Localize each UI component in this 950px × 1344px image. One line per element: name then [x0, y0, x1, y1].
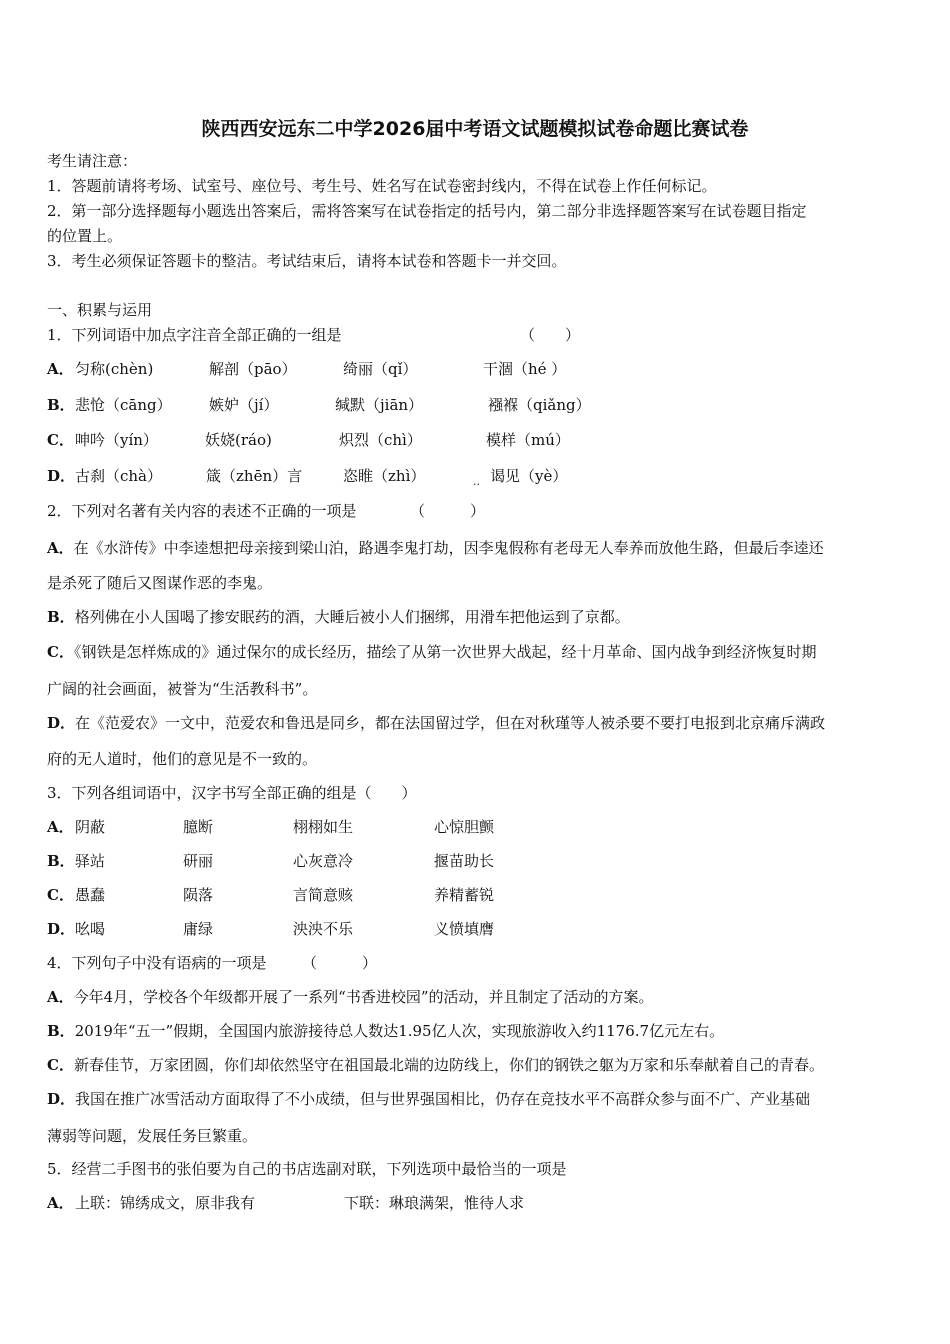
option-cell: 匀称(chèn): [75, 360, 154, 378]
option-text: 《钢铁是怎样炼成的》通过保尔的成长经历，描绘了从第一次世界大战起，经十月革命、国内战争到经济恢复时期: [73, 643, 817, 661]
answer-paren: （ ）: [302, 954, 378, 972]
option-text: 是杀死了随后又图谋作恶的李鬼。: [47, 574, 273, 592]
option-text: 2019年“五一”假期，全国国内旅游接待总人数达1.95亿人次，实现旅游收入约1176.7亿元左右。: [74, 1022, 725, 1040]
option-cell: 恣睢（zhì）: [343, 467, 426, 485]
question-5-stem: 5．经营二手图书的张伯要为自己的书店选副对联，下列选项中最恰当的一项是: [47, 1160, 567, 1178]
option-cell: 谒见（yè）: [490, 467, 568, 485]
option-cell: 干涸（hé ）: [483, 360, 567, 378]
option-text: 我国在推广冰雪活动方面取得了不小成绩，但与世界强国相比，仍存在竞技水平不高群众参与面不广、产业基础: [75, 1090, 811, 1108]
emphasis-dots: ··: [473, 478, 480, 491]
option-cell: 心灰意冷: [293, 852, 354, 870]
option-label: D．: [47, 920, 76, 938]
answer-paren: （ ）: [520, 326, 581, 344]
option-label: C．: [47, 431, 74, 449]
option-label: B．: [47, 396, 75, 414]
option-cell: 箴（zhēn）言: [206, 467, 303, 485]
option-label: A．: [47, 818, 74, 836]
couplet-upper: 上联：锦绣成文，原非我有: [75, 1194, 256, 1212]
option-cell: 古刹（chà）: [75, 467, 163, 485]
option-label: D．: [47, 714, 76, 732]
q4-option-b: [47, 1021, 724, 1041]
option-cell: 呻吟（yín）: [75, 431, 158, 449]
q2-option-a: [47, 538, 824, 558]
option-cell: 炽烈（chì）: [339, 431, 422, 449]
page-title: 陕西西安远东二中学2026届中考语文试题模拟试卷命题比赛试卷: [201, 118, 749, 140]
option-cell: 揠苗助长: [434, 852, 495, 870]
option-cell: 妖娆(ráo): [205, 431, 272, 449]
option-label: A．: [47, 539, 74, 557]
option-text: 新春佳节，万家团圆，你们却依然坚守在祖国最北端的边防线上，你们的钢铁之躯为万家和乐奉献着自己的青春。: [73, 1056, 824, 1074]
option-cell: 襁褓（qiǎng）: [488, 396, 591, 414]
notice-item: 的位置上。: [47, 227, 123, 245]
notice-item: 2．第一部分选择题每小题选出答案后，需将答案写在试卷指定的括号内，第二部分非选择题答案写在试卷题目指定: [47, 202, 807, 220]
option-cell: 研丽: [183, 852, 214, 870]
option-cell: 缄默（jiān）: [335, 396, 424, 414]
question-2-stem: 2．下列对名著有关内容的表述不正确的一项是: [47, 502, 357, 520]
option-cell: 言简意赅: [293, 886, 354, 904]
q4-option-d: [47, 1089, 810, 1109]
q4-option-a: [47, 987, 654, 1007]
question-3-stem: 3．下列各组词语中，汉字书写全部正确的组是（ ）: [47, 784, 417, 802]
option-label: D．: [47, 1090, 76, 1108]
option-label: C．: [47, 1056, 74, 1074]
q2-option-d-cont: [47, 749, 317, 769]
option-cell: 绮丽（qǐ）: [343, 360, 418, 378]
answer-paren: （ ）: [410, 502, 486, 520]
option-cell: 悲怆（cāng）: [75, 396, 172, 414]
option-label: B．: [47, 1022, 75, 1040]
q2-option-c: [47, 642, 816, 662]
q2-option-b: [47, 607, 630, 627]
option-text: 在《水浒传》中李逵想把母亲接到梁山泊，路遇李鬼打劫，因李鬼假称有老母无人奉养而放他生路，但最后李逵还: [73, 539, 824, 557]
section-heading: 一、积累与运用: [47, 301, 153, 319]
option-cell: 陨落: [183, 886, 214, 904]
option-label: C．: [47, 643, 74, 661]
option-cell: 驿站: [75, 852, 106, 870]
option-cell: 栩栩如生: [293, 818, 354, 836]
option-label: B．: [47, 852, 75, 870]
option-label: B．: [47, 608, 75, 626]
option-text: 在《范爱农》一文中，范爱农和鲁迅是同乡，都在法国留过学，但在对秋瑾等人被杀要不要打电报到北京痛斥满政: [75, 714, 826, 732]
option-label: A．: [47, 360, 74, 378]
option-label: C．: [47, 886, 74, 904]
option-cell: 模样（mú）: [486, 431, 570, 449]
option-cell: 愚蠢: [75, 886, 106, 904]
option-cell: 解剖（pāo）: [209, 360, 297, 378]
notice-item: 3．考生必须保证答题卡的整洁。考试结束后，请将本试卷和答题卡一并交回。: [47, 252, 567, 270]
notice-item: 1．答题前请将考场、试室号、座位号、考生号、姓名写在试卷密封线内，不得在试卷上作任何标记。: [47, 177, 717, 195]
option-cell: 心惊胆颤: [434, 818, 495, 836]
q4-option-c: [47, 1055, 824, 1075]
q2-option-c-cont: [47, 679, 317, 699]
option-cell: 庸绿: [183, 920, 214, 938]
option-cell: 义愤填膺: [434, 920, 495, 938]
option-cell: 臆断: [183, 818, 214, 836]
q2-option-a-cont: [47, 573, 272, 593]
question-4-stem: 4．下列句子中没有语病的一项是: [47, 954, 267, 972]
option-cell: 泱泱不乐: [293, 920, 354, 938]
option-text: 广阔的社会画面，被誉为“生活教科书”。: [47, 680, 318, 698]
option-cell: 阴蔽: [75, 818, 106, 836]
notice-heading: 考生请注意：: [47, 152, 138, 170]
couplet-lower: 下联：琳琅满架，惟待人求: [344, 1194, 525, 1212]
option-text: 格列佛在小人国喝了掺安眠药的酒，大睡后被小人们捆绑，用滑车把他运到了京都。: [74, 608, 630, 626]
option-label: A．: [47, 1194, 74, 1212]
option-cell: 吆喝: [75, 920, 106, 938]
option-cell: 嫉妒（jí）: [209, 396, 279, 414]
option-text: 薄弱等问题，发展任务巨繁重。: [47, 1127, 258, 1145]
q2-option-d: [47, 713, 825, 733]
option-text: 府的无人道时，他们的意见是不一致的。: [47, 750, 318, 768]
option-label: A．: [47, 988, 74, 1006]
option-label: D．: [47, 467, 76, 485]
option-text: 今年4月，学校各个年级都开展了一系列“书香进校园”的活动，并且制定了活动的方案。: [73, 988, 654, 1006]
option-cell: 养精蓄锐: [434, 886, 495, 904]
q4-option-d-cont: [47, 1126, 257, 1146]
question-1-stem: 1．下列词语中加点字注音全部正确的一组是: [47, 326, 342, 344]
